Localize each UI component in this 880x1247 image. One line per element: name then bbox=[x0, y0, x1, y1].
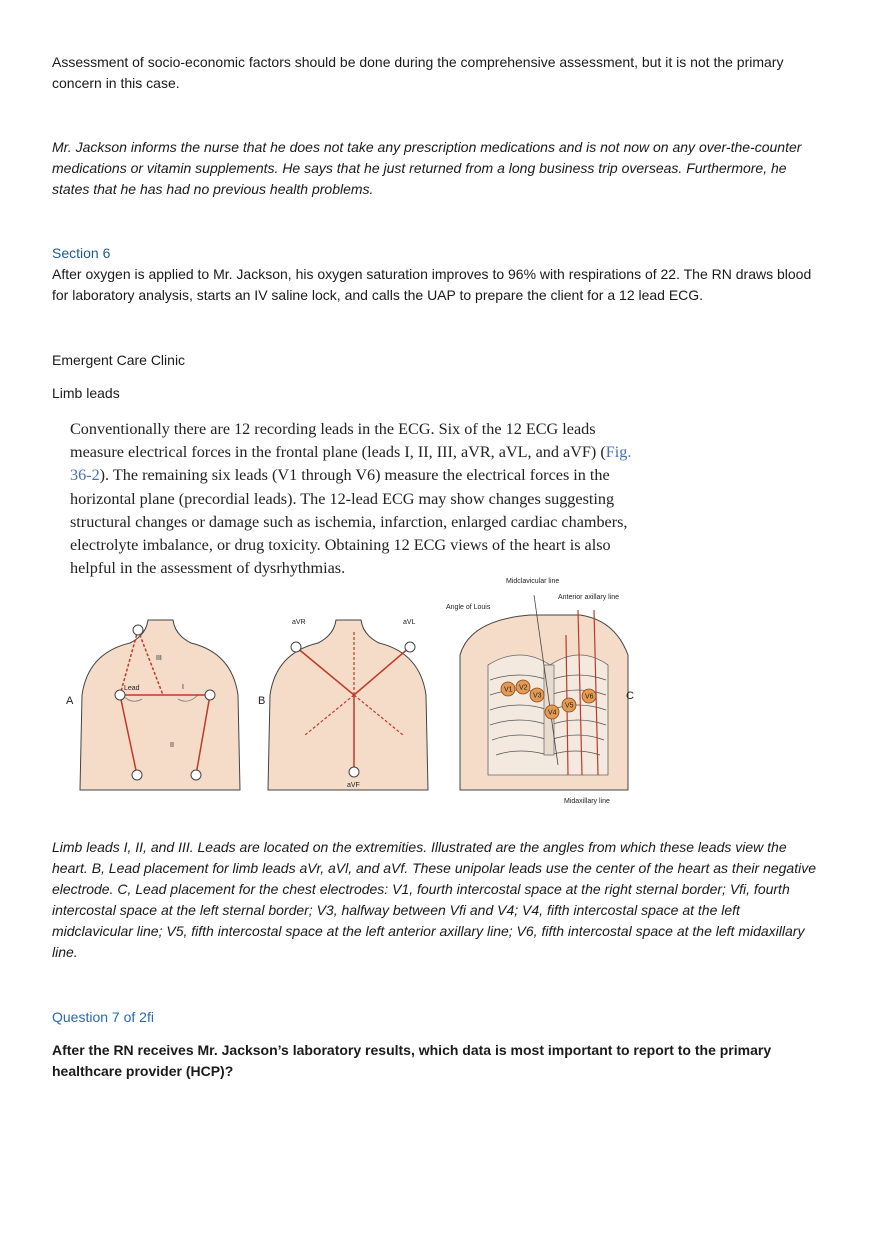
panel-b-augmented-leads bbox=[258, 619, 428, 790]
lead-i-label: I bbox=[182, 684, 184, 691]
question-text: After the RN receives Mr. Jackson’s laboratory results, which data is most important to report to the primary healthcare provider (HCP)? bbox=[52, 1042, 772, 1079]
avf-label: aVF bbox=[347, 782, 360, 789]
section-heading: Section 6 bbox=[52, 245, 111, 261]
panel-c-chest-leads bbox=[446, 578, 634, 805]
panel-a-limb-leads bbox=[66, 620, 240, 790]
textbook-text-1: Conventionally there are 12 recording leads in the ECG. Six of the 12 ECG leads measure electrical forces in the frontal plane (leads I, II, III, aVR, aVL, and aVF) ( bbox=[70, 420, 606, 462]
paragraph-client-history: Mr. Jackson informs the nurse that he does not take any prescription medications and is not now on any over-the-counter medications or vitamin supplements. He says that he just returned from a long business trip overseas. Furthermore, he states that he has had no previous health problems. bbox=[52, 139, 802, 197]
textbook-excerpt bbox=[70, 418, 640, 580]
limb-leads-heading: Limb leads bbox=[52, 385, 120, 401]
clinic-name: Emergent Care Clinic bbox=[52, 352, 186, 368]
figure-caption: Limb leads I, II, and III. Leads are located on the extremities. Illustrated are the angles from which these leads view the heart. B, Lead placement for limb leads aVr, aVl, and aVf. These unipolar leads use the center of the heart as their negative electrode. C, Lead placement for the chest electrodes: V1, fourth intercostal space at the right sternal border; Vfi, fourth intercostal space at the left sternal border; V3, halfway between Vfi and V4; V4, fifth intercostal space at the left midclavicular line; V5, fifth intercostal space at the left anterior axillary line; V6, fifth intercostal space at the left midaxillary line. bbox=[52, 839, 816, 960]
figure-reference-link[interactable]: Fig. 36-2 bbox=[70, 443, 632, 485]
paragraph-section-6: After oxygen is applied to Mr. Jackson, his oxygen saturation improves to 96% with respirations of 22. The RN draws blood for laboratory analysis, starts an IV saline lock, and calls the UAP to prepare the client for a 12 lead ECG. bbox=[52, 266, 812, 303]
question-number: Question 7 of 2fi bbox=[52, 1009, 154, 1025]
electrode-label-v2: V2 bbox=[519, 684, 528, 692]
avr-label: aVR bbox=[292, 619, 306, 626]
electrode-label-v3: V3 bbox=[533, 692, 542, 700]
panel-c-letter: C bbox=[626, 690, 634, 702]
angle-of-louis-label: Angle of Louis bbox=[446, 604, 491, 611]
ecg-lead-placement-figure bbox=[60, 575, 650, 825]
electrode-label-v4: V4 bbox=[548, 709, 557, 717]
electrode-label-v1: V1 bbox=[504, 686, 513, 694]
textbook-text-2: ). The remaining six leads (V1 through V6) measure the electrical forces in the horizontal plane (precordial leads). The 12-lead ECG may show changes suggesting structural changes or damage such as ischemia, infarction, enlarged cardiac chambers, electrolyte imbalance, or drug toxicity. Obtaining 12 ECG views of the heart is also helpful in the assessment of dysrhythmias. bbox=[70, 466, 628, 578]
paragraph-socio-economic: Assessment of socio-economic factors should be done during the comprehensive assessment, but it is not the primary concern in this case. bbox=[52, 54, 784, 91]
midclavicular-line-label: Midclavicular line bbox=[506, 578, 560, 585]
anterior-axillary-label: Anterior axillary line bbox=[558, 594, 620, 601]
panel-b-letter: B bbox=[258, 695, 266, 707]
lead-label-a: Lead bbox=[124, 685, 140, 692]
lead-ii-label: II bbox=[170, 742, 174, 749]
electrode-label-v6: V6 bbox=[585, 693, 594, 701]
midaxillary-label: Midaxillary line bbox=[564, 798, 610, 805]
lead-iii-label: III bbox=[156, 655, 162, 662]
electrode-label-v5: V5 bbox=[565, 702, 574, 710]
avl-label: aVL bbox=[403, 619, 416, 626]
panel-a-letter: A bbox=[66, 695, 74, 707]
